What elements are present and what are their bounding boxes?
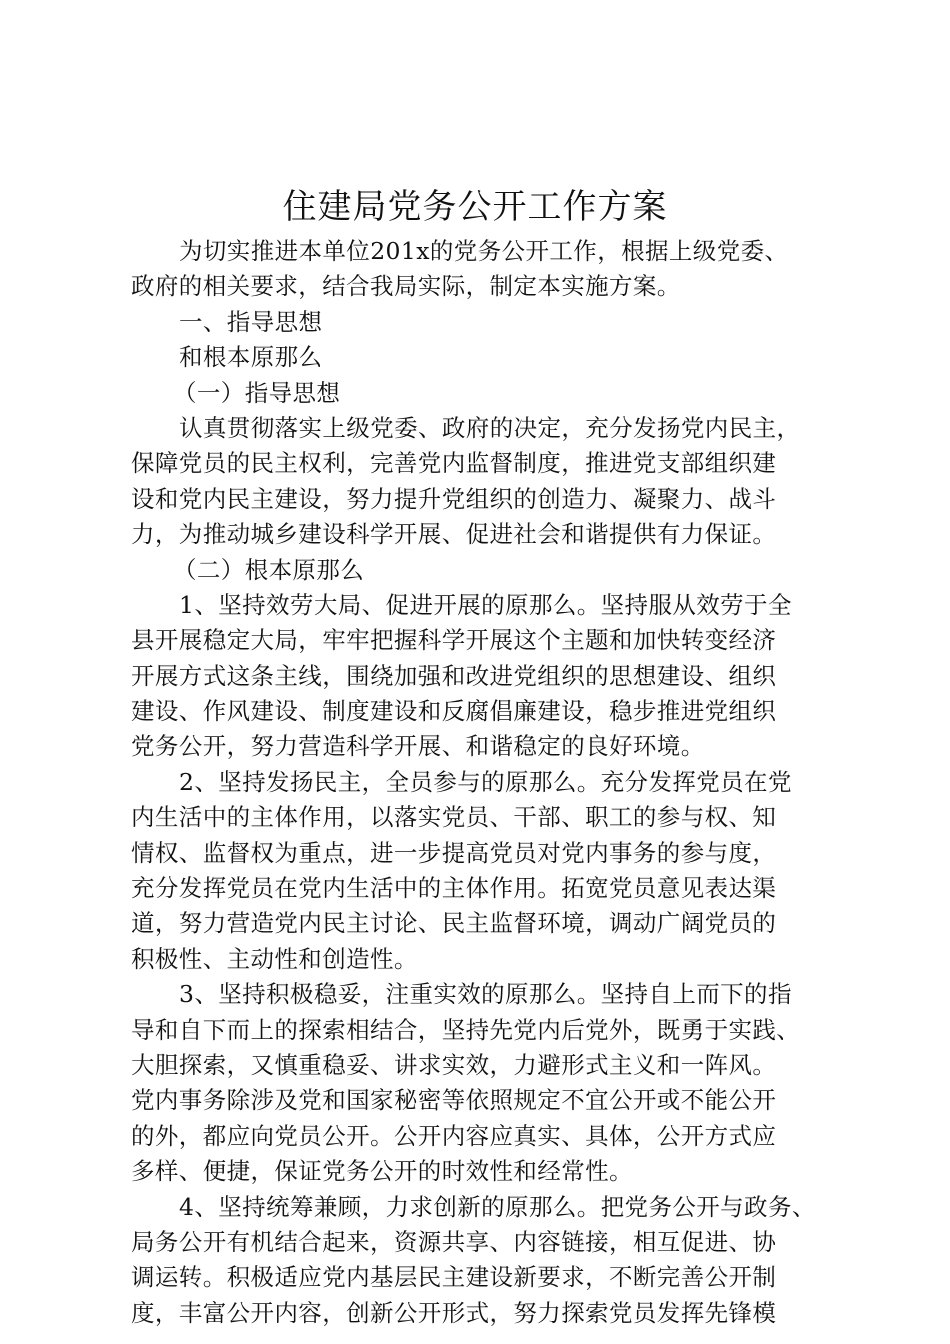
text-line: 3、坚持积极稳妥，注重实效的原那么。坚持自上而下的指 [179, 980, 792, 1009]
text-line: 和根本原那么 [179, 343, 323, 372]
text-line: （二）根本原那么 [173, 555, 365, 584]
text-line: 1、坚持效劳大局、促进开展的原那么。坚持服从效劳于全 [179, 590, 792, 619]
text-line: 局务公开有机结合起来，资源共享、内容链接，相互促进、协 [131, 1227, 777, 1256]
text-line: 多样、便捷，保证党务公开的时效性和经常性。 [131, 1157, 633, 1186]
text-line: 力，为推动城乡建设科学开展、促进社会和谐提供有力保证。 [131, 520, 777, 549]
document-body [131, 234, 841, 1331]
text-line: 开展方式这条主线，围绕加强和改进党组织的思想建设、组织 [131, 661, 777, 690]
text-line: 一、指导思想 [179, 307, 323, 336]
text-line: 政府的相关要求，结合我局实际，制定本实施方案。 [131, 272, 681, 301]
text-line: 的外，都应向党员公开。公开内容应真实、具体，公开方式应 [131, 1121, 777, 1150]
document-title: 住建局党务公开工作方案 [282, 187, 668, 227]
text-line: 大胆探索，又慎重稳妥、讲求实效，力避形式主义和一阵风。 [131, 1050, 777, 1079]
text-line: 4、坚持统筹兼顾，力求创新的原那么。把党务公开与政务、 [179, 1192, 816, 1221]
text-line: 调运转。积极适应党内基层民主建设新要求，不断完善公开制 [131, 1263, 777, 1292]
text-line: 保障党员的民主权利，完善党内监督制度，推进党支部组织建 [131, 449, 777, 478]
text-line: 2、坚持发扬民主，全员参与的原那么。充分发挥党员在党 [179, 767, 792, 796]
text-line: 为切实推进本单位201x的党务公开工作，根据上级党委、 [179, 237, 789, 265]
text-line: 情权、监督权为重点，进一步提高党员对党内事务的参与度， [131, 838, 777, 867]
text-line: 党内事务除涉及党和国家秘密等依照规定不宜公开或不能公开 [131, 1086, 777, 1115]
text-line: 度，丰富公开内容，创新公开形式，努力探索党员发挥先锋模 [131, 1298, 777, 1327]
text-line: 认真贯彻落实上级党委、政府的决定，充分发扬党内民主， [179, 413, 801, 442]
text-line: 道，努力营造党内民主讨论、民主监督环境，调动广阔党员的 [131, 909, 777, 938]
text-line: （一）指导思想 [173, 378, 341, 407]
text-line: 积极性、主动性和创造性。 [131, 944, 418, 973]
text-line: 建设、作风建设、制度建设和反腐倡廉建设，稳步推进党组织 [131, 697, 777, 726]
text-line: 党务公开，努力营造科学开展、和谐稳定的良好环境。 [131, 732, 705, 761]
text-line: 设和党内民主建设，努力提升党组织的创造力、凝聚力、战斗 [131, 484, 777, 513]
text-line: 内生活中的主体作用，以落实党员、干部、职工的参与权、知 [131, 803, 777, 832]
text-line: 充分发挥党员在党内生活中的主体作用。拓宽党员意见表达渠 [131, 874, 777, 903]
text-line: 县开展稳定大局，牢牢把握科学开展这个主题和加快转变经济 [131, 626, 777, 655]
text-line: 导和自下而上的探索相结合，坚持先党内后党外，既勇于实践、 [131, 1015, 801, 1044]
